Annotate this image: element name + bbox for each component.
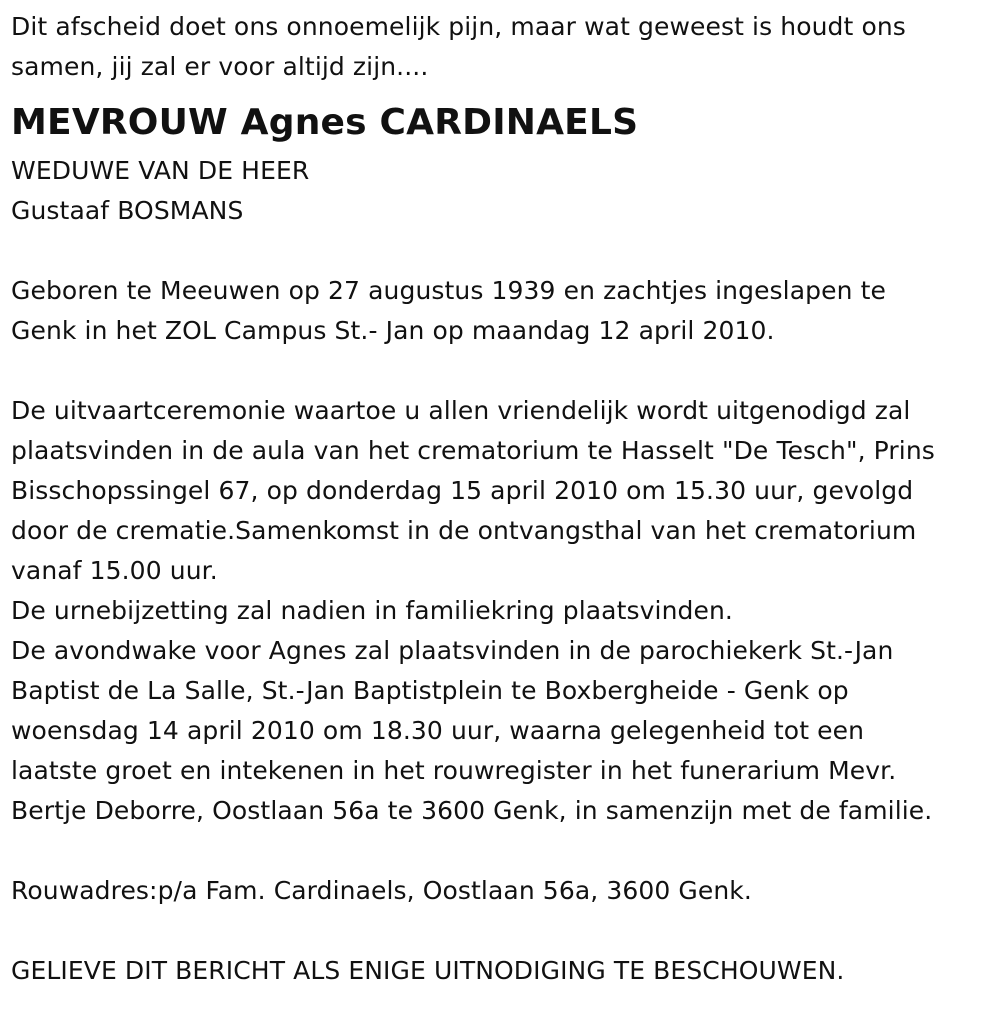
paragraph-line: laatste groet en intekenen in het rouwregister in het funerarium Mevr. <box>11 756 897 785</box>
mourning-address: Rouwadres:p/a Fam. Cardinaels, Oostlaan 56a, 3600 Genk. <box>11 876 752 905</box>
spacer <box>11 351 996 391</box>
spacer <box>11 831 996 871</box>
paragraph-line: De avondwake voor Agnes zal plaatsvinden in de parochiekerk St.-Jan <box>11 636 894 665</box>
paragraph-line: vanaf 15.00 uur. <box>11 556 218 585</box>
widow-of-block <box>11 151 996 231</box>
paragraph-line: woensdag 14 april 2010 om 18.30 uur, waarna gelegenheid tot een <box>11 716 865 745</box>
widow-of-label: WEDUWE VAN DE HEER <box>11 156 310 185</box>
deceased-name: MEVROUW Agnes CARDINAELS <box>11 102 639 143</box>
spacer <box>11 231 996 271</box>
paragraph-line: De urnebijzetting zal nadien in familiekring plaatsvinden. <box>11 596 733 625</box>
paragraph-line: Baptist de La Salle, St.-Jan Baptistplein te Boxbergheide - Genk op <box>11 676 849 705</box>
spacer <box>11 911 996 951</box>
birth-death-paragraph <box>11 271 996 351</box>
paragraph-line: Bisschopssingel 67, op donderdag 15 april 2010 om 15.30 uur, gevolgd <box>11 476 914 505</box>
intro-line: samen, jij zal er voor altijd zijn.... <box>11 52 429 81</box>
intro-quote <box>11 0 996 87</box>
paragraph-line: Bertje Deborre, Oostlaan 56a te 3600 Genk, in samenzijn met de familie. <box>11 796 933 825</box>
obituary-notice <box>11 0 996 991</box>
ceremony-paragraph <box>11 391 996 831</box>
intro-line: Dit afscheid doet ons onnoemelijk pijn, maar wat geweest is houdt ons <box>11 12 906 41</box>
paragraph-line: door de crematie.Samenkomst in de ontvangsthal van het crematorium <box>11 516 917 545</box>
paragraph-line: Genk in het ZOL Campus St.- Jan op maandag 12 april 2010. <box>11 316 775 345</box>
paragraph-line: De uitvaartceremonie waartoe u allen vriendelijk wordt uitgenodigd zal <box>11 396 911 425</box>
spouse-name: Gustaaf BOSMANS <box>11 196 244 225</box>
paragraph-line: Geboren te Meeuwen op 27 augustus 1939 en zachtjes ingeslapen te <box>11 276 886 305</box>
closing-notice: GELIEVE DIT BERICHT ALS ENIGE UITNODIGING TE BESCHOUWEN. <box>11 956 845 985</box>
paragraph-line: plaatsvinden in de aula van het crematorium te Hasselt "De Tesch", Prins <box>11 436 935 465</box>
